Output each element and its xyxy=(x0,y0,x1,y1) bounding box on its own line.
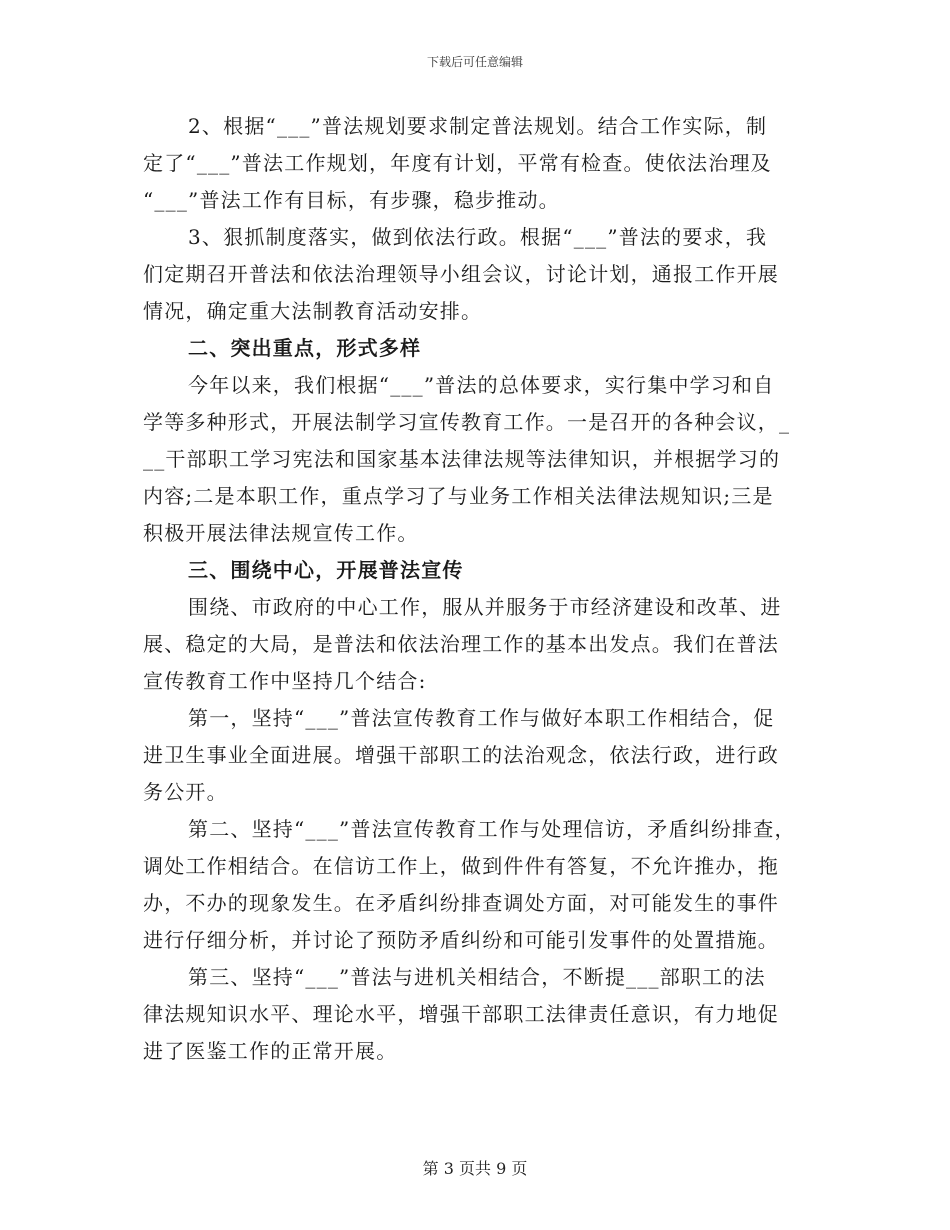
paragraph-line: 学等多种形式，开展法制学习宣传教育工作。一是召开的各种会议，_ xyxy=(143,410,791,434)
paragraph-line: 律法规知识水平、理论水平，增强干部职工法律责任意识，有力地促 xyxy=(143,1002,779,1026)
page-header-note: 下载后可任意编辑 xyxy=(426,55,523,69)
paragraph-line: 2、根据“___”普法规划要求制定普法规划。结合工作实际，制 xyxy=(188,114,768,138)
paragraph-line: 展、稳定的大局，是普法和依法治理工作的基本出发点。我们在普法 xyxy=(143,632,779,656)
paragraph-line: 今年以来，我们根据“___”普法的总体要求，实行集中学习和自 xyxy=(188,373,775,397)
paragraph-line: 内容;二是本职工作，重点学习了与业务工作相关法律法规知识;三是 xyxy=(143,484,774,508)
paragraph-line: __干部职工学习宪法和国家基本法律法规等法律知识，并根据学习的 xyxy=(143,447,781,471)
section-heading: 二、突出重点，形式多样 xyxy=(188,336,422,360)
paragraph-line: 进卫生事业全面进展。增强干部职工的法治观念，依法行政，进行政 xyxy=(143,743,779,767)
paragraph-line: 第三、坚持“___”普法与进机关相结合，不断提___部职工的法 xyxy=(188,965,766,989)
page-number: 第 3 页共 9 页 xyxy=(422,1159,528,1178)
paragraph-line: 宣传教育工作中坚持几个结合: xyxy=(143,669,427,693)
paragraph-line: 情况，确定重大法制教育活动安排。 xyxy=(143,299,483,323)
paragraph-line: 定了“___”普法工作规划，年度有计划，平常有检查。使依法治理及 xyxy=(143,151,772,175)
paragraph-line: 积极开展法律法规宣传工作。 xyxy=(143,521,419,545)
paragraph-line: 调处工作相结合。在信访工作上，做到件件有答复，不允许推办，拖 xyxy=(143,854,779,878)
paragraph-line: 进行仔细分析，并讨论了预防矛盾纠纷和可能引发事件的处置措施。 xyxy=(143,928,779,952)
paragraph-line: 围绕、市政府的中心工作，服从并服务于市经济建设和改革、进 xyxy=(188,595,782,619)
paragraph-line: 进了医鉴工作的正常开展。 xyxy=(143,1039,398,1063)
paragraph-line: 3、狠抓制度落实，做到依法行政。根据“___”普法的要求，我 xyxy=(188,225,768,249)
section-heading: 三、围绕中心，开展普法宣传 xyxy=(188,558,464,582)
document-body xyxy=(143,108,809,1070)
paragraph-line: 务公开。 xyxy=(143,780,228,804)
paragraph-line: 们定期召开普法和依法治理领导小组会议，讨论计划，通报工作开展 xyxy=(143,262,779,286)
paragraph-line: 第二、坚持“___”普法宣传教育工作与处理信访，矛盾纠纷排查， xyxy=(188,817,796,841)
paragraph-line: “___”普法工作有目标，有步骤，稳步推动。 xyxy=(143,188,560,212)
paragraph-line: 办，不办的现象发生。在矛盾纠纷排查调处方面，对可能发生的事件 xyxy=(143,891,779,915)
paragraph-line: 第一，坚持“___”普法宣传教育工作与做好本职工作相结合，促 xyxy=(188,706,775,730)
